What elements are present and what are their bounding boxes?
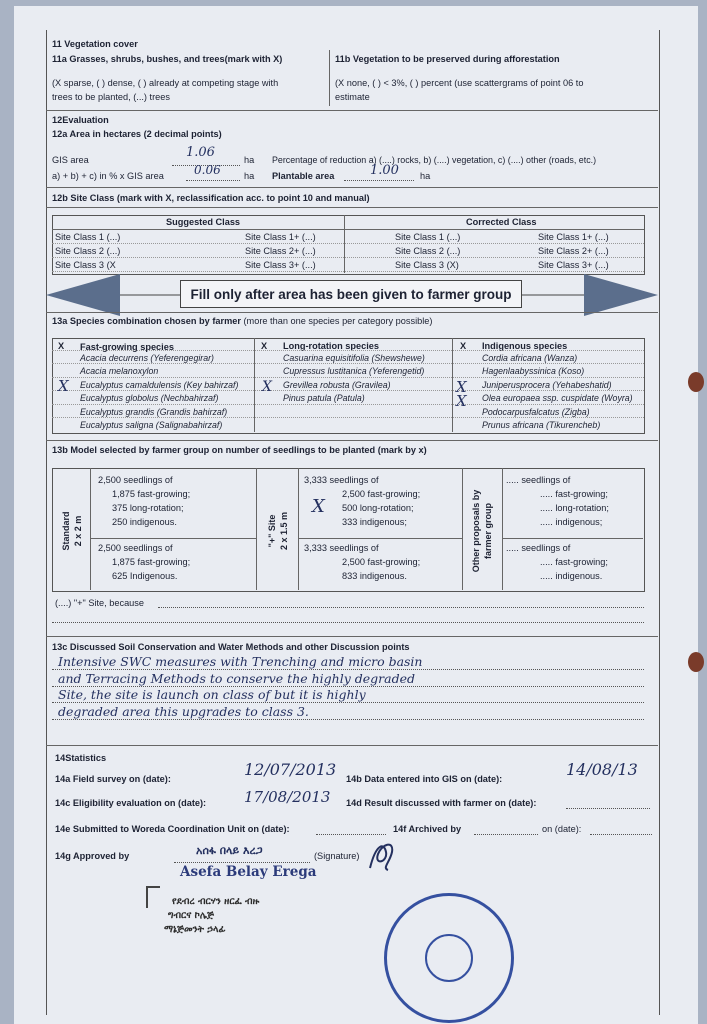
s13a-note: (more than one species per category possible) bbox=[243, 316, 433, 326]
dotted-line bbox=[566, 808, 650, 809]
divider bbox=[46, 312, 658, 313]
x-header: X bbox=[460, 341, 467, 351]
site-class-cell: Site Class 3 (X) bbox=[395, 260, 459, 270]
seedling-line: 1,875 fast-growing; bbox=[112, 489, 191, 499]
species-name: Eucalyptus globolus (Nechbahirzaf) bbox=[80, 393, 219, 404]
ha-unit: ha bbox=[244, 155, 255, 165]
species-name: Juniperusprocera (Yehabeshatid) bbox=[482, 379, 612, 390]
site-class-cell: Site Class 3 (X bbox=[55, 260, 116, 270]
seedling-line: 2,500 fast-growing; bbox=[342, 557, 421, 567]
site-class-cell: Site Class 1+ (...) bbox=[245, 232, 316, 242]
divider bbox=[329, 50, 330, 106]
plus-site-because: (....) "+" Site, because bbox=[55, 598, 144, 608]
divider bbox=[46, 440, 658, 441]
species-mark: X bbox=[58, 377, 69, 395]
site-class-cell: Site Class 1 (...) bbox=[395, 232, 461, 242]
s11a-title: 11a Grasses, shrubs, bushes, and trees(mark with X) bbox=[52, 54, 283, 64]
dotted-line bbox=[474, 834, 538, 835]
dotted-line bbox=[590, 834, 652, 835]
seedling-line: ..... seedlings of bbox=[506, 543, 571, 553]
divider bbox=[502, 468, 503, 590]
divider bbox=[298, 538, 462, 539]
divider bbox=[46, 110, 658, 111]
species-mark: X bbox=[262, 379, 272, 395]
site-class-cell: Site Class 2+ (...) bbox=[245, 246, 316, 256]
row-line bbox=[52, 257, 644, 258]
seedling-line: 625 Indigenous. bbox=[112, 571, 178, 581]
species-name: Cupressus lustitanica (Yeferengetid) bbox=[283, 366, 425, 377]
site-class-cell: Site Class 2 (...) bbox=[395, 246, 461, 256]
s11-title: 11 Vegetation cover bbox=[52, 39, 138, 49]
divider bbox=[46, 636, 658, 637]
s14f-on: on (date): bbox=[542, 824, 582, 834]
site-class-cell: Site Class 2 (...) bbox=[55, 246, 121, 256]
plantable-value: 1.00 bbox=[370, 163, 399, 178]
s14g-label: 14g Approved by bbox=[55, 851, 130, 861]
discussion-line: Intensive SWC measures with Trenching and micro basin bbox=[58, 654, 423, 669]
species-name: Pinus patula (Patula) bbox=[283, 393, 365, 404]
left-arrow-shape bbox=[46, 274, 120, 316]
dotted-line bbox=[174, 862, 310, 863]
s14f-label: 14f Archived by bbox=[393, 824, 462, 834]
signature-label: (Signature) bbox=[314, 851, 360, 861]
dotted-line bbox=[52, 719, 644, 720]
official-seal bbox=[384, 893, 514, 1023]
seedling-line: 2,500 seedlings of bbox=[98, 475, 173, 485]
s11b-line2: estimate bbox=[335, 92, 370, 102]
row-line bbox=[52, 377, 644, 378]
s14b-value: 14/08/13 bbox=[566, 760, 638, 779]
stamp-bracket bbox=[146, 886, 160, 888]
dotted-line bbox=[52, 622, 644, 623]
divider bbox=[46, 745, 658, 746]
species-name: Casuarina equisitifolia (Shewshewe) bbox=[283, 353, 425, 363]
species-name: Acacia decurrens (Yeferengegirar) bbox=[80, 353, 214, 363]
s14d-label: 14d Result discussed with farmer on (date): bbox=[346, 798, 537, 808]
dotted-line bbox=[158, 607, 644, 608]
signature-scribble bbox=[366, 838, 398, 874]
site-class-cell: Site Class 1+ (...) bbox=[538, 232, 609, 242]
x-header: X bbox=[58, 341, 65, 351]
row-line bbox=[52, 390, 644, 391]
s14a-value: 12/07/2013 bbox=[244, 760, 337, 779]
s11a-line1: (X sparse, ( ) dense, ( ) already at competing stage with bbox=[52, 78, 279, 88]
divider bbox=[344, 215, 345, 273]
seedling-line: ..... seedlings of bbox=[506, 475, 571, 485]
right-arrow-shape bbox=[584, 274, 658, 316]
seedling-line: 833 indigenous. bbox=[342, 571, 407, 581]
seedling-line: 375 long-rotation; bbox=[112, 503, 184, 513]
species-mark: X bbox=[456, 378, 467, 396]
row-line bbox=[52, 350, 644, 351]
seedling-line: ..... long-rotation; bbox=[540, 503, 609, 513]
dotted-line bbox=[344, 180, 414, 181]
row-line bbox=[52, 417, 644, 418]
seedling-line: ..... indigenous. bbox=[540, 571, 603, 581]
ha-unit: ha bbox=[420, 171, 431, 181]
seedling-line: 1,875 fast-growing; bbox=[112, 557, 191, 567]
species-name: Eucalyptus grandis (Grandis bahirzaf) bbox=[80, 406, 228, 417]
s14c-value: 17/08/2013 bbox=[244, 788, 331, 806]
stamp-bracket bbox=[146, 886, 148, 908]
corrected-header: Corrected Class bbox=[466, 217, 537, 227]
s13a-title-row bbox=[52, 315, 432, 327]
s12a-title: 12a Area in hectares (2 decimal points) bbox=[52, 129, 222, 139]
species-name: Grevillea robusta (Gravilea) bbox=[283, 379, 391, 390]
species-name: Eucalyptus camaldulensis (Key bahirzaf) bbox=[80, 379, 239, 390]
site-class-cell: Site Class 3+ (...) bbox=[245, 260, 316, 270]
seedling-line: 333 indigenous; bbox=[342, 517, 407, 527]
plantable-label: Plantable area bbox=[272, 171, 335, 181]
species-name: Prunus africana (Tikurencheb) bbox=[482, 420, 601, 430]
seedling-line: 500 long-rotation; bbox=[342, 503, 414, 513]
seedling-line: 2,500 fast-growing; bbox=[342, 489, 421, 499]
standard-label: Standard 2 x 2 m bbox=[61, 511, 83, 551]
divider bbox=[502, 538, 643, 539]
site-class-cell: Site Class 2+ (...) bbox=[538, 246, 609, 256]
seedling-line: ..... fast-growing; bbox=[540, 489, 608, 499]
seal-emblem bbox=[425, 934, 473, 982]
discussion-line: degraded area this upgrades to class 3. bbox=[58, 703, 309, 719]
species-name: Olea europaea ssp. cuspidate (Woyra) bbox=[482, 393, 633, 404]
stamp-line: ማኔጅመንት ኃላፊ bbox=[164, 924, 226, 935]
divider bbox=[256, 468, 257, 590]
row-line bbox=[52, 404, 644, 405]
species-name: Hagenlaabyssinica (Koso) bbox=[482, 366, 585, 377]
s12-title: 12Evaluation bbox=[52, 115, 109, 125]
abc-value: 0.06 bbox=[194, 163, 221, 177]
divider bbox=[46, 187, 658, 188]
plus-site-label: "+" Site 2 x 1.5 m bbox=[267, 511, 289, 551]
s14c-label: 14c Eligibility evaluation on (date): bbox=[55, 798, 207, 808]
stamp-line: የደብረ ብርሃን ዘርፈ ብዙ bbox=[172, 896, 260, 907]
s14a-label: 14a Field survey on (date): bbox=[55, 774, 171, 784]
seedling-line: 250 indigenous. bbox=[112, 517, 177, 527]
species-name: Eucalyptus saligna (Salignabahirzaf) bbox=[80, 420, 223, 430]
approver-name: Asefa Belay Erega bbox=[180, 864, 317, 880]
seedling-line: ..... fast-growing; bbox=[540, 557, 608, 567]
s13a-title: 13a Species combination chosen by farmer bbox=[52, 316, 241, 326]
ha-unit: ha bbox=[244, 171, 255, 181]
reduction-text: Percentage of reduction a) (....) rocks, b) (....) vegetation, c) (....) other (roads, etc.) bbox=[272, 155, 597, 165]
species-name: Cordia africana (Wanza) bbox=[482, 353, 578, 363]
x-header: X bbox=[261, 341, 268, 351]
s14e-label: 14e Submitted to Woreda Coordination Unit on (date): bbox=[55, 824, 290, 834]
s14-title: 14Statistics bbox=[55, 753, 107, 763]
s12b-title: 12b Site Class (mark with X, reclassification acc. to point 10 and manual) bbox=[52, 193, 370, 203]
row-line bbox=[52, 243, 644, 244]
species-name: Acacia melanoxylon bbox=[80, 366, 159, 377]
s13c-title: 13c Discussed Soil Conservation and Water Methods and other Discussion points bbox=[52, 642, 410, 652]
s11b-title: 11b Vegetation to be preserved during afforestation bbox=[335, 54, 560, 64]
fast-growing-header: Fast-growing species bbox=[80, 342, 174, 352]
site-class-cell: Site Class 1 (...) bbox=[55, 232, 121, 242]
gis-area-label: GIS area bbox=[52, 155, 89, 165]
other-proposals-label: Other proposals by farmer group bbox=[471, 489, 493, 573]
divider bbox=[90, 468, 91, 590]
punch-hole bbox=[688, 372, 704, 392]
divider bbox=[52, 229, 644, 230]
divider bbox=[298, 468, 299, 590]
indigenous-header: Indigenous species bbox=[482, 341, 568, 351]
divider bbox=[46, 207, 658, 208]
seedling-line: 3,333 seedlings of bbox=[304, 475, 379, 485]
abc-label: a) + b) + c) in % x GIS area bbox=[52, 171, 164, 181]
s13b-title: 13b Model selected by farmer group on number of seedlings to be planted (mark by x) bbox=[52, 445, 427, 455]
seedling-line: 2,500 seedlings of bbox=[98, 543, 173, 553]
species-name: Podocarpusfalcatus (Zigba) bbox=[482, 406, 590, 417]
s11b-line1: (X none, ( ) < 3%, ( ) percent (use scattergrams of point 06 to bbox=[335, 78, 584, 88]
gis-area-value: 1.06 bbox=[186, 145, 215, 160]
approver-handwritten: አሰፋ በላይ እረጋ bbox=[196, 844, 263, 857]
punch-hole bbox=[688, 652, 704, 672]
discussion-line: Site, the site is launch on class of but it is highly bbox=[58, 687, 366, 702]
s14b-label: 14b Data entered into GIS on (date): bbox=[346, 774, 503, 784]
banner: Fill only after area has been given to farmer group bbox=[180, 280, 522, 308]
suggested-header: Suggested Class bbox=[166, 217, 241, 227]
row-line bbox=[52, 363, 644, 364]
s11a-line2: trees to be planted, (...) trees bbox=[52, 92, 170, 102]
seedling-line: 3,333 seedlings of bbox=[304, 543, 379, 553]
stamp-line: ግብርና ኮሌጅ bbox=[168, 910, 215, 921]
divider bbox=[462, 468, 463, 590]
species-mark: X bbox=[456, 392, 467, 410]
model-mark: X bbox=[312, 496, 325, 517]
discussion-line: and Terracing Methods to conserve the highly degraded bbox=[58, 670, 415, 686]
site-class-cell: Site Class 3+ (...) bbox=[538, 260, 609, 270]
seedling-line: ..... indigenous; bbox=[540, 517, 603, 527]
dotted-line bbox=[316, 834, 386, 835]
divider bbox=[90, 538, 256, 539]
dotted-line bbox=[186, 180, 240, 181]
long-rotation-header: Long-rotation species bbox=[283, 341, 379, 351]
